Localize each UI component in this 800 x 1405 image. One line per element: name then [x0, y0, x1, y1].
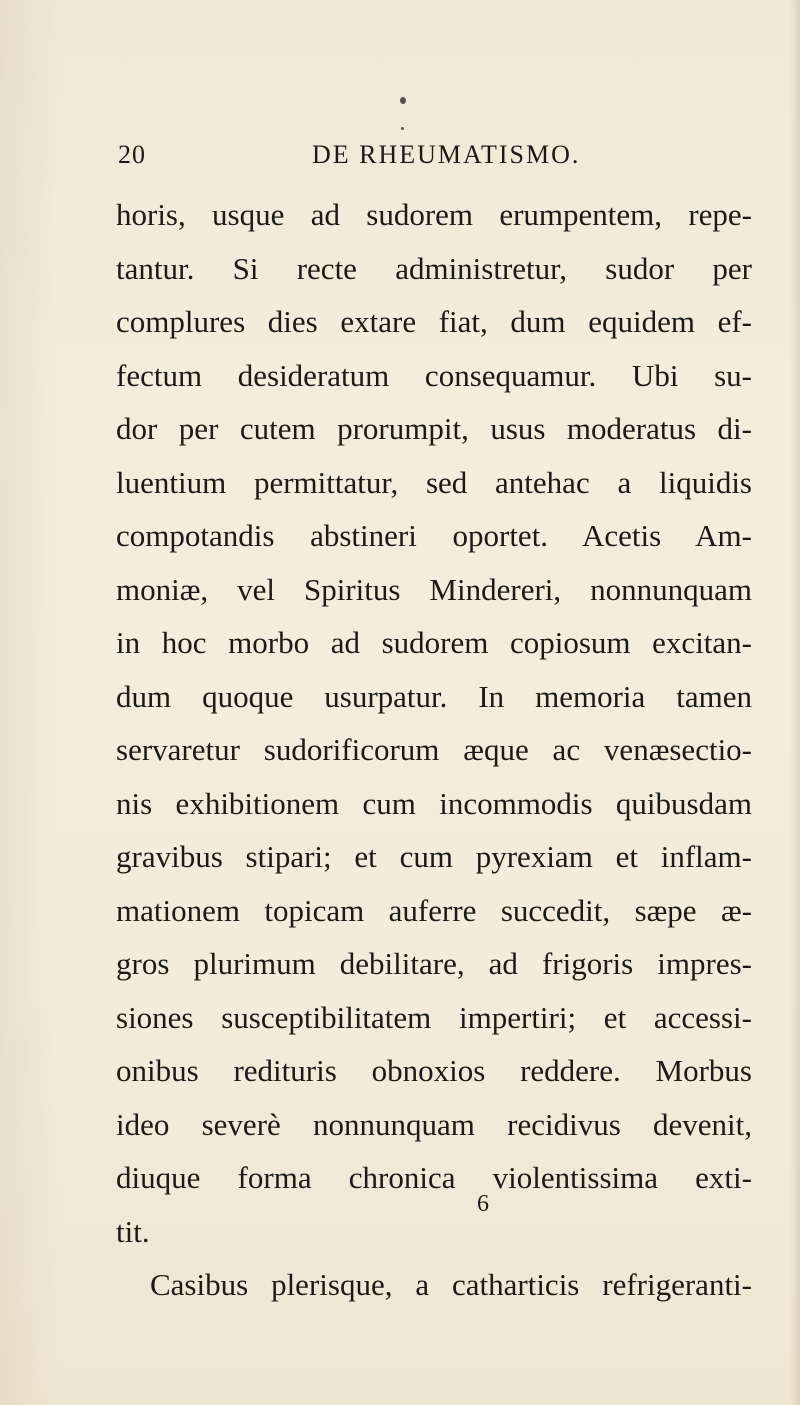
- text-line: fectum desideratum consequamur. Ubi su-: [116, 357, 752, 393]
- text-line: gros plurimum debilitare, ad frigoris impres-: [116, 946, 752, 981]
- text-line: moniæ, vel Spiritus Mindereri, nonnunquam: [116, 571, 752, 607]
- text-line: complures dies extare fiat, dum equidem ef-: [116, 304, 752, 339]
- page-shading: [0, 0, 60, 1405]
- page-edge-shadow: [790, 0, 800, 1405]
- text-line: tit.: [116, 1213, 150, 1249]
- paragraph-start-line: Casibus plerisque, a catharticis refrigeranti-: [150, 1267, 752, 1302]
- body-text: [116, 188, 752, 1312]
- text-line: onibus redituris obnoxios reddere. Morbus: [116, 1053, 752, 1088]
- text-line: nis exhibitionem cum incommodis quibusdam: [116, 785, 752, 821]
- ink-speck: [400, 97, 406, 104]
- page-header: [0, 140, 800, 180]
- text-line: mationem topicam auferre succedit, sæpe æ-: [116, 892, 752, 928]
- text-line: in hoc morbo ad sudorem copiosum excitan-: [116, 625, 752, 660]
- text-line: ideo severè nonnunquam recidivus devenit,: [116, 1106, 752, 1142]
- running-title: DE RHEUMATISMO.: [312, 140, 581, 169]
- text-line: compotandis abstineri oportet. Acetis Am-: [116, 518, 752, 553]
- text-line: dor per cutem prorumpit, usus moderatus di-: [116, 411, 752, 446]
- text-line: horis, usque ad sudorem erumpentem, repe-: [116, 197, 752, 232]
- ink-speck: [401, 127, 404, 130]
- text-line: dum quoque usurpatur. In memoria tamen: [116, 678, 752, 714]
- signature-mark: 6: [477, 1191, 489, 1217]
- text-line: siones susceptibilitatem impertiri; et accessi-: [116, 999, 752, 1035]
- page-number: 20: [118, 140, 146, 169]
- text-line: servaretur sudorificorum æque ac venæsectio-: [116, 732, 752, 767]
- text-line: diuque forma chronica violentissima exti-: [116, 1160, 752, 1195]
- text-line: gravibus stipari; et cum pyrexiam et inflam-: [116, 839, 752, 874]
- text-line: tantur. Si recte administretur, sudor per: [116, 250, 752, 286]
- text-line: luentium permittatur, sed antehac a liquidis: [116, 464, 752, 500]
